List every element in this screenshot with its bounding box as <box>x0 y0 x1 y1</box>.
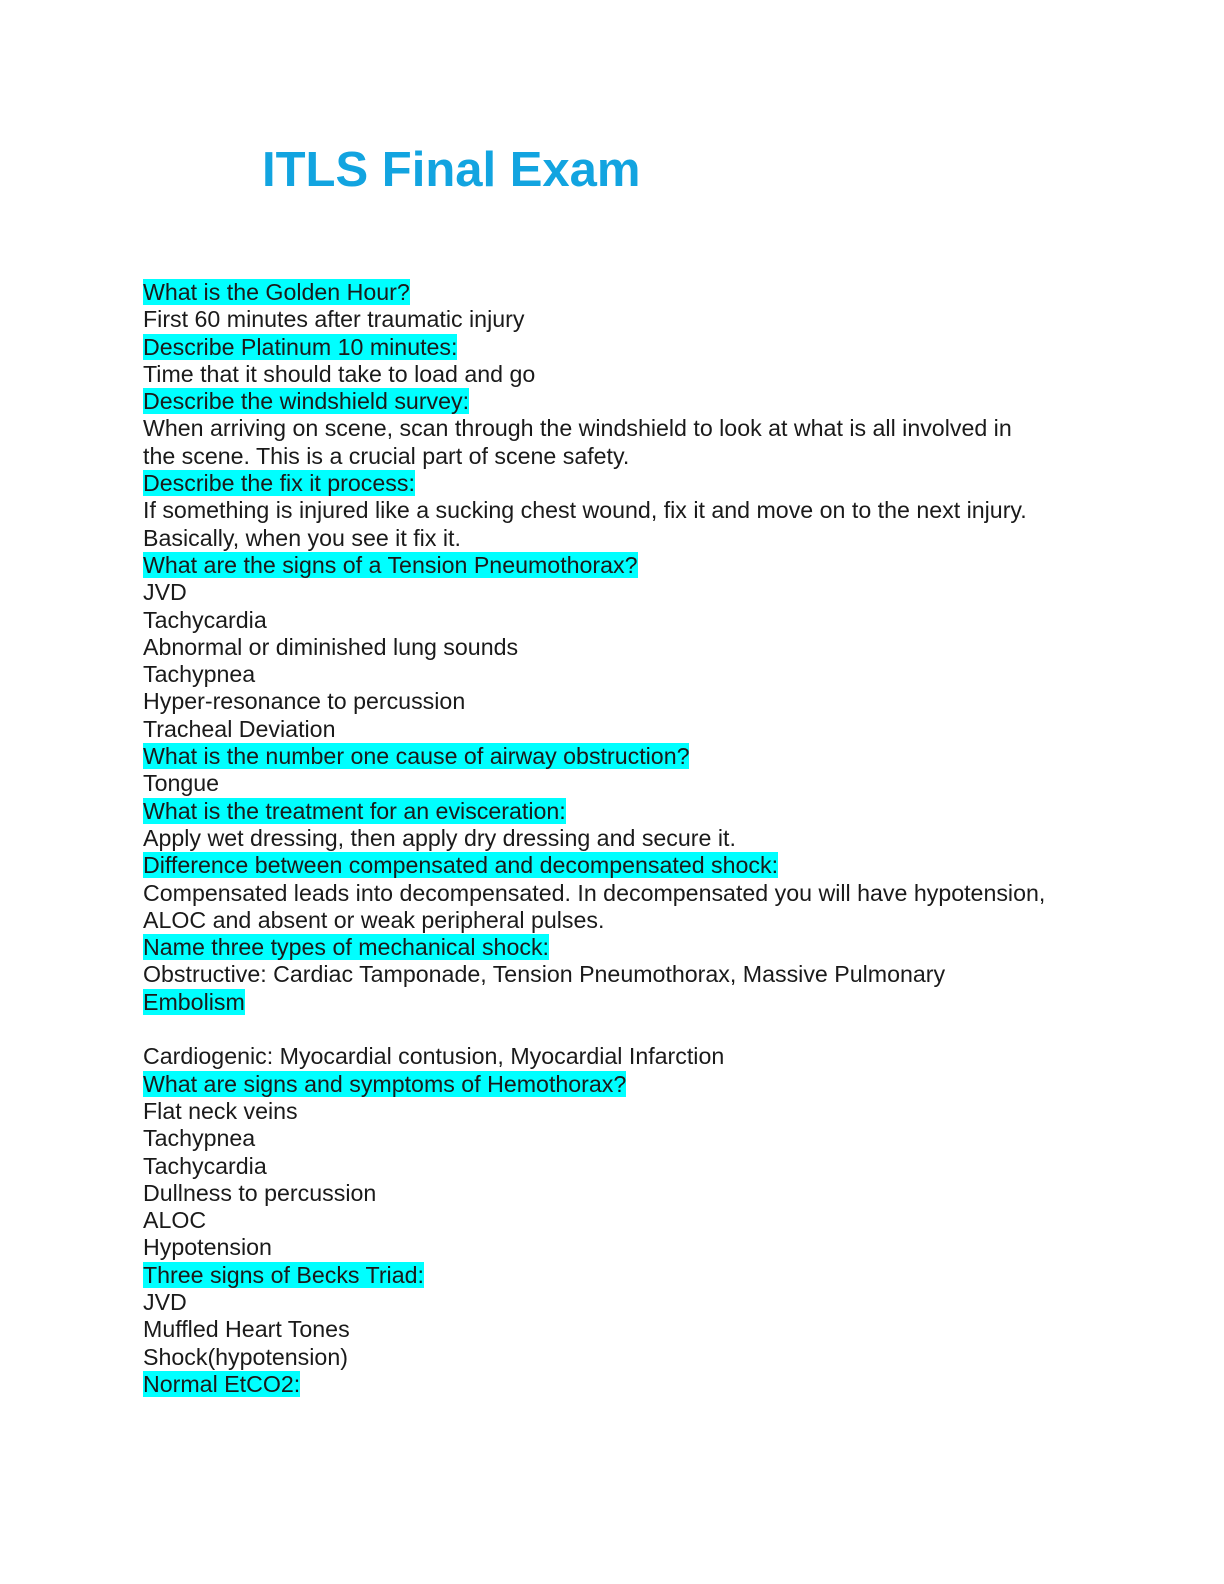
blank-line <box>143 1016 1103 1043</box>
answer-line: Tachypnea <box>143 1125 256 1152</box>
answer-line: When arriving on scene, scan through the windshield to look at what is all involved in <box>143 415 1012 442</box>
answer-line: Flat neck veins <box>143 1097 298 1124</box>
question-text: Describe the fix it process: <box>143 470 415 497</box>
question-text: What is the number one cause of airway obstruction? <box>143 743 690 770</box>
answer-line: Time that it should take to load and go <box>143 360 536 387</box>
question-text: Describe the windshield survey: <box>143 388 470 415</box>
answer-line-highlighted <box>143 989 1103 1016</box>
answer-line: Apply wet dressing, then apply dry dressing and secure it. <box>143 824 736 851</box>
question-text: What is the Golden Hour? <box>143 279 410 305</box>
answer-line: Abnormal or diminished lung sounds <box>143 633 519 660</box>
question-line <box>143 470 1103 497</box>
question-line <box>143 279 1103 306</box>
question-text: What are the signs of a Tension Pneumothorax? <box>143 551 638 578</box>
question-text: Describe Platinum 10 minutes: <box>143 333 458 360</box>
question-line <box>143 1071 1103 1098</box>
answer-line: Cardiogenic: Myocardial contusion, Myocardial Infarction <box>143 1043 725 1070</box>
answer-line: Tachypnea <box>143 661 256 688</box>
answer-line: First 60 minutes after traumatic injury <box>143 306 525 333</box>
qa-list <box>143 279 1103 1398</box>
answer-line: Basically, when you see it fix it. <box>143 524 461 551</box>
answer-line: Compensated leads into decompensated. In decompensated you will have hypotension, <box>143 879 1046 906</box>
answer-line: Muffled Heart Tones <box>143 1316 350 1343</box>
question-line <box>143 934 1103 961</box>
question-line <box>143 1262 1103 1289</box>
document-title: ITLS Final Exam <box>262 143 641 197</box>
question-line <box>143 334 1103 361</box>
answer-line: JVD <box>143 1288 187 1315</box>
answer-line: ALOC <box>143 1207 207 1234</box>
answer-line: Obstructive: Cardiac Tamponade, Tension Pneumothorax, Massive Pulmonary <box>143 961 946 988</box>
question-line <box>143 388 1103 415</box>
answer-line: If something is injured like a sucking chest wound, fix it and move on to the next injury. <box>143 497 1027 524</box>
answer-line: ALOC and absent or weak peripheral pulses. <box>143 906 605 933</box>
answer-line: JVD <box>143 579 187 606</box>
question-line <box>143 552 1103 579</box>
question-text: Normal EtCO2: <box>143 1370 301 1397</box>
question-line <box>143 743 1103 770</box>
question-text: What are signs and symptoms of Hemothorax? <box>143 1070 627 1097</box>
question-line <box>143 798 1103 825</box>
answer-line: Hyper-resonance to percussion <box>143 688 466 715</box>
answer-line: Tongue <box>143 770 220 797</box>
highlighted-answer-text: Embolism <box>143 988 245 1015</box>
answer-line: Tachycardia <box>143 606 267 633</box>
answer-line: Dullness to percussion <box>143 1179 377 1206</box>
answer-line: Tachycardia <box>143 1152 267 1179</box>
answer-line: Shock(hypotension) <box>143 1343 348 1370</box>
answer-line: Hypotension <box>143 1234 272 1261</box>
question-line <box>143 1371 1103 1398</box>
question-text: What is the treatment for an evisceration: <box>143 797 566 824</box>
question-text: Name three types of mechanical shock: <box>143 934 549 961</box>
answer-line: Tracheal Deviation <box>143 715 336 742</box>
question-line <box>143 852 1103 879</box>
question-text: Three signs of Becks Triad: <box>143 1261 424 1288</box>
question-text: Difference between compensated and decompensated shock: <box>143 852 779 879</box>
answer-line: the scene. This is a crucial part of scene safety. <box>143 442 630 469</box>
